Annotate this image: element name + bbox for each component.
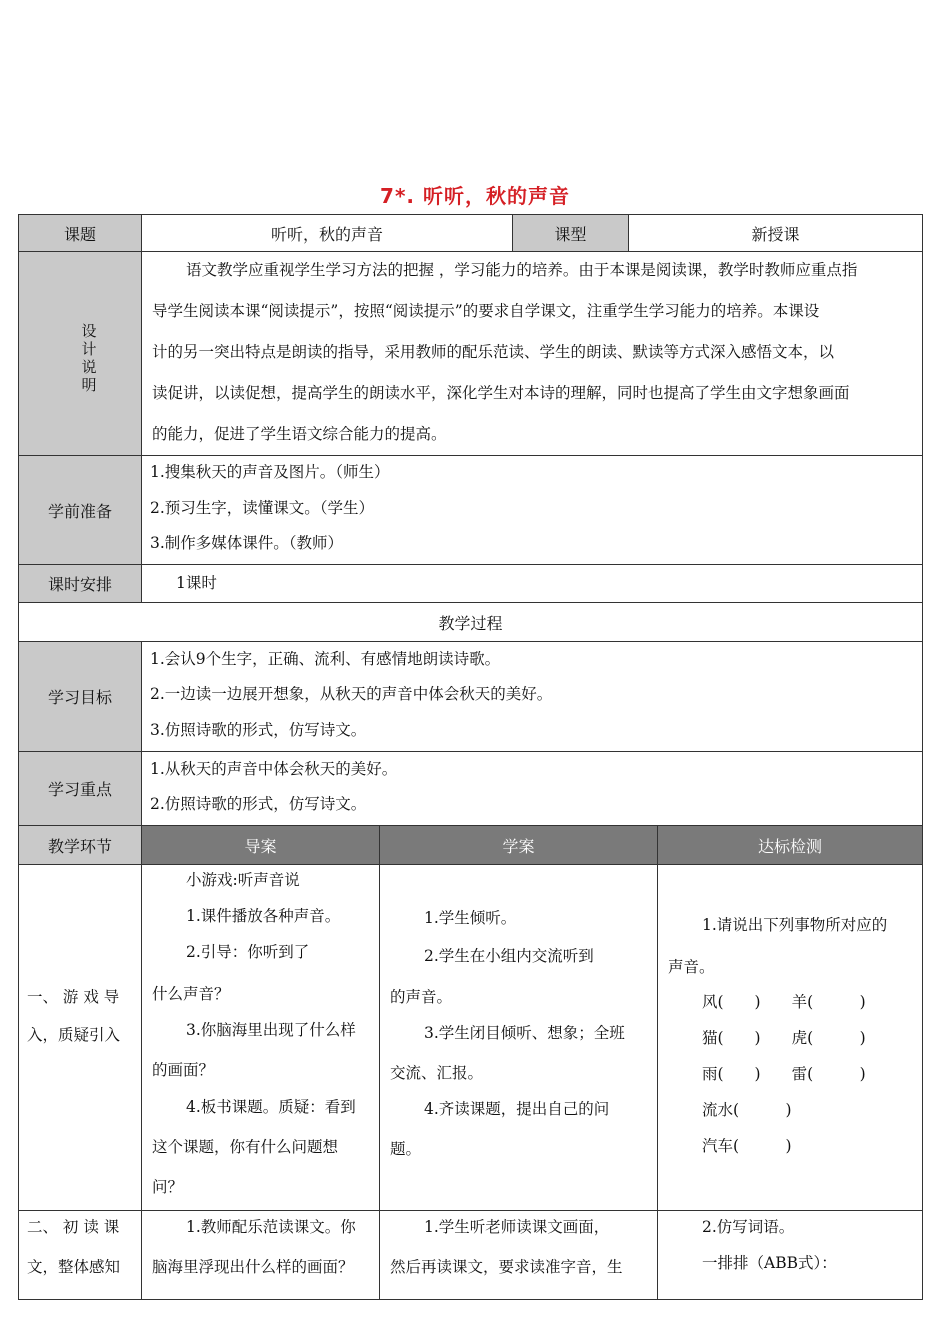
schedule-value: 1课时 <box>176 574 217 592</box>
check-line: 汽车( ) <box>702 1137 792 1155</box>
design-label-char: 明 <box>81 376 97 394</box>
section2-phase-line: 文，整体感知 <box>27 1258 121 1276</box>
type-label: 课型 <box>554 224 587 244</box>
focus-item: 1.从秋天的声音中体会秋天的美好。 <box>150 760 398 778</box>
guide-line: 什么声音？ <box>152 985 230 1003</box>
schedule-label: 课时安排 <box>47 575 112 594</box>
study-line: 2.学生在小组内交流听到 <box>424 947 594 965</box>
check-line: 猫( ) 虎( ) <box>702 1029 866 1047</box>
guide-line: 这个课题，你有什么问题想 <box>152 1138 339 1156</box>
section1-phase-line: 入，质疑引入 <box>27 1026 121 1044</box>
schedule-value-cell <box>141 564 923 603</box>
process-title-cell <box>18 602 923 642</box>
prep-label: 学前准备 <box>47 501 112 521</box>
design-line: 读促讲，以读促想，提高学生的朗读水平，深化学生对本诗的理解，同时也提高了学生由文字想象画面 <box>152 384 850 402</box>
guide-line: 问？ <box>152 1178 184 1196</box>
section2-check-cell <box>657 1210 923 1300</box>
process-title: 教学过程 <box>438 613 503 633</box>
design-line: 导学生阅读本课“阅读提示”，按照“阅读提示”的要求自学课文，注重学生学习能力的培养。本课设 <box>152 302 820 320</box>
section1-phase-line: 一、 游 戏 导 <box>27 988 120 1006</box>
design-line: 计的另一突出特点是朗读的指导，采用教师的配乐范读、学生的朗读、默读等方式深入感悟文本，以 <box>152 343 835 361</box>
page-title: 7*. 听听，秋的声音 <box>380 184 570 208</box>
guide-line: 脑海里浮现出什么样的画面？ <box>152 1258 354 1276</box>
section1-guide-cell <box>141 864 380 1211</box>
guide-header-cell <box>141 825 380 865</box>
section1-study-cell <box>379 864 658 1211</box>
goals-label: 学习目标 <box>47 688 112 707</box>
focus-label: 学习重点 <box>47 780 112 799</box>
section1-phase-cell <box>18 864 142 1211</box>
study-line: 4.齐读课题，提出自己的问 <box>424 1100 610 1118</box>
design-label-char: 计 <box>81 340 97 358</box>
topic-label-cell <box>18 214 142 252</box>
topic-value: 听听，秋的声音 <box>270 224 383 244</box>
goal-item: 3.仿照诗歌的形式，仿写诗文。 <box>150 721 367 739</box>
design-line: 语文教学应重视学生学习方法的把握 ，学习能力的培养。由于本课是阅读课，教学时教师应重点指 <box>186 261 858 279</box>
study-header: 学案 <box>502 836 535 856</box>
check-line: 一排排（ABB式）： <box>702 1254 837 1272</box>
guide-header: 导案 <box>244 836 277 856</box>
goal-item: 2.一边读一边展开想象，从秋天的声音中体会秋天的美好。 <box>150 685 553 703</box>
study-header-cell <box>379 825 658 865</box>
section2-phase-cell <box>18 1210 142 1300</box>
guide-line: 4.板书课题。质疑：看到 <box>186 1098 356 1116</box>
schedule-label-cell <box>18 564 142 603</box>
check-line: 风( ) 羊( ) <box>702 993 866 1011</box>
section1-check-cell <box>657 864 923 1211</box>
phase-header: 教学环节 <box>47 836 112 856</box>
focus-label-cell <box>18 751 142 826</box>
study-line: 然后再读课文，要求读准字音，生 <box>390 1258 623 1276</box>
section2-phase-line: 二、 初 读 课 <box>27 1218 120 1236</box>
prep-item: 3.制作多媒体课件。（教师） <box>150 534 344 552</box>
design-text-cell <box>141 251 923 456</box>
guide-line: 3.你脑海里出现了什么样 <box>186 1021 356 1039</box>
guide-line: 1.课件播放各种声音。 <box>186 907 341 925</box>
guide-line: 的画面？ <box>152 1061 215 1079</box>
section2-guide-cell <box>141 1210 380 1300</box>
check-line: 流水( ) <box>702 1101 792 1119</box>
goals-text-cell <box>141 641 923 752</box>
design-label-cell <box>18 251 142 456</box>
phase-header-cell <box>18 825 142 865</box>
goals-label-cell <box>18 641 142 752</box>
check-line: 1.请说出下列事物所对应的 <box>702 916 888 934</box>
prep-text-cell <box>141 455 923 565</box>
check-line: 雨( ) 雷( ) <box>702 1065 866 1083</box>
prep-item: 1.搜集秋天的声音及图片。（师生） <box>150 463 390 481</box>
topic-label: 课题 <box>63 224 96 244</box>
guide-line: 2.引导：你听到了 <box>186 943 310 961</box>
check-header-cell <box>657 825 923 865</box>
guide-line: 1.教师配乐范读课文。你 <box>186 1218 356 1236</box>
focus-text-cell <box>141 751 923 826</box>
study-line: 1.学生听老师读课文画面， <box>424 1218 610 1236</box>
section2-study-cell <box>379 1210 658 1300</box>
check-header: 达标检测 <box>757 836 822 856</box>
study-line: 题。 <box>390 1140 422 1158</box>
prep-label-cell <box>18 455 142 565</box>
check-line: 声音。 <box>668 958 715 976</box>
study-line: 的声音。 <box>390 988 453 1006</box>
design-line: 的能力，促进了学生语文综合能力的提高。 <box>152 425 447 443</box>
type-value: 新授课 <box>751 224 800 244</box>
study-line: 1.学生倾听。 <box>424 909 517 927</box>
type-value-cell <box>628 214 923 252</box>
focus-item: 2.仿照诗歌的形式，仿写诗文。 <box>150 795 367 813</box>
topic-value-cell <box>141 214 513 252</box>
goal-item: 1.会认9个生字，正确、流利、有感情地朗读诗歌。 <box>150 650 501 668</box>
prep-item: 2.预习生字，读懂课文。（学生） <box>150 499 375 517</box>
guide-line: 小游戏:听声音说 <box>186 871 300 889</box>
design-label-char: 设 <box>81 322 97 340</box>
design-label-char: 说 <box>81 358 97 376</box>
study-line: 3.学生闭目倾听、想象；全班 <box>424 1024 625 1042</box>
type-label-cell <box>512 214 629 252</box>
study-line: 交流、汇报。 <box>390 1064 484 1082</box>
check-line: 2.仿写词语。 <box>702 1218 795 1236</box>
